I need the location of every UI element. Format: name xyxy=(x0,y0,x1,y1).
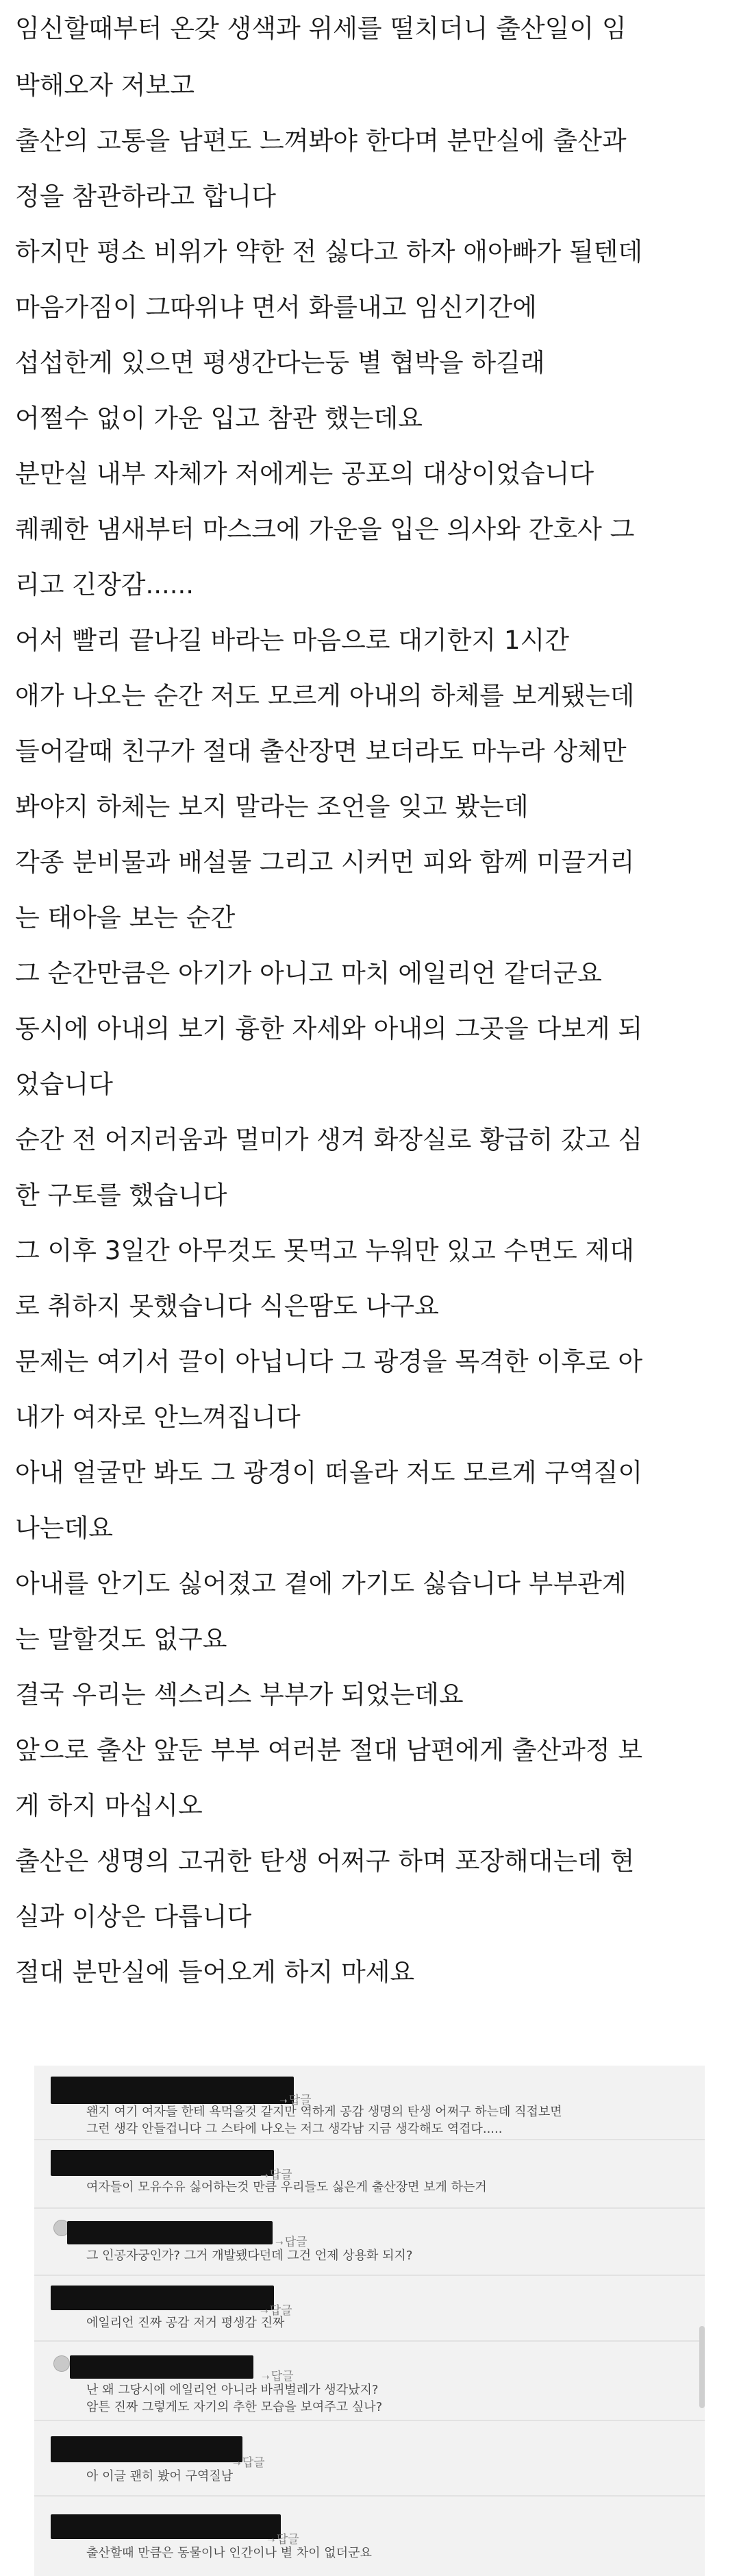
post-text-line: 로 취하지 못했습니다 식은땀도 나구요 xyxy=(15,1291,439,1321)
comment-line: 왠지 여기 여자들 한테 욕먹을것 같지만 역하게 공감 생명의 탄생 어쩌구 하는데 직접보면 xyxy=(86,2105,562,2119)
comment-item xyxy=(34,2420,705,2497)
comment-line: 출산할때 만큼은 동물이나 인간이나 별 차이 없더군요 xyxy=(86,2546,372,2560)
post-text-line: 게 하지 마십시오 xyxy=(15,1791,203,1820)
post-text-line: 한 구토를 했습니다 xyxy=(15,1180,227,1210)
post-text-line: 들어갈때 친구가 절대 출산장면 보더라도 마누라 상체만 xyxy=(15,736,627,766)
comment-text xyxy=(86,2314,284,2331)
post-text-line: 하지만 평소 비위가 약한 전 싫다고 하자 애아빠가 될텐데 xyxy=(15,237,643,267)
post-text-line: 아내를 안기도 싫어졌고 곁에 가기도 싫습니다 부부관계 xyxy=(15,1569,627,1598)
post-text-line: 출산의 고통을 남편도 느껴봐야 한다며 분만실에 출산과 xyxy=(15,126,627,156)
reply-arrow-icon: ➝ xyxy=(267,2535,275,2546)
reply-label: 답글 xyxy=(269,2304,292,2318)
comment-line: 암튼 진짜 그렇게도 자기의 추한 모습을 보여주고 싶나? xyxy=(86,2400,383,2414)
reply-label: 답글 xyxy=(269,2168,292,2182)
post-text-line: 리고 긴장감...... xyxy=(15,570,195,599)
post-text-line: 그 순간만큼은 아기가 아니고 마치 에일리언 같더군요 xyxy=(15,958,602,988)
post-text-line: 문제는 여기서 끌이 아닙니다 그 광경을 목격한 이후로 아 xyxy=(15,1347,643,1376)
post-text-line: 그 이후 3일간 아무것도 못먹고 누워만 있고 수면도 제대 xyxy=(15,1236,634,1265)
comment-text xyxy=(86,2381,382,2416)
post-text-line: 출산은 생명의 고귀한 탄생 어쩌구 하며 포장해대는데 현 xyxy=(15,1846,635,1876)
reply-arrow-icon: ➝ xyxy=(233,2458,241,2469)
post-text-line: 나는데요 xyxy=(15,1513,113,1543)
post-text-line: 내가 여자로 안느껴집니다 xyxy=(15,1402,301,1432)
post-text-line: 각종 분비물과 배설물 그리고 시커먼 피와 함께 미끌거리 xyxy=(15,847,635,877)
post-text-line: 동시에 아내의 보기 흉한 자세와 아내의 그곳을 다보게 되 xyxy=(15,1014,643,1043)
comment-text xyxy=(86,2179,487,2196)
redacted-username xyxy=(67,2221,273,2244)
post-text-line: 는 말할것도 없구요 xyxy=(15,1624,227,1654)
post-text-line: 박해오자 저보고 xyxy=(15,71,195,100)
post-text-line: 절대 분만실에 들어오게 하지 마세요 xyxy=(15,1957,415,1987)
post-text-line: 어서 빨리 끝나길 바라는 마음으로 대기한지 1시간 xyxy=(15,626,569,655)
reply-arrow-icon: ➝ xyxy=(260,2306,268,2317)
redacted-username xyxy=(51,2514,281,2539)
reply-arrow-icon: ➝ xyxy=(260,2170,268,2181)
comment-item xyxy=(34,2207,705,2276)
comment-item xyxy=(34,2340,705,2421)
reply-label: 답글 xyxy=(288,2094,312,2107)
post-text-line: 앞으로 출산 앞둔 부부 여러분 절대 남편에게 출산과정 보 xyxy=(15,1735,643,1765)
reply-label: 답글 xyxy=(276,2533,299,2547)
scrollbar[interactable] xyxy=(699,2326,705,2408)
reply-arrow-icon: ➝ xyxy=(262,2372,270,2383)
redacted-username xyxy=(51,2436,242,2462)
comment-line: 여자들이 모유수유 싫어하는것 만큼 우리들도 싫은게 출산장면 보게 하는거 xyxy=(86,2180,487,2194)
comment-item xyxy=(34,2275,705,2342)
redacted-username xyxy=(51,2286,274,2310)
post-text-line: 퀘퀘한 냄새부터 마스크에 가운을 입은 의사와 간호사 그 xyxy=(15,515,635,544)
comment-line: 아 이글 괜히 봤어 구역질남 xyxy=(86,2469,234,2484)
comment-item xyxy=(34,2139,705,2209)
post-text-line: 정을 참관하라고 합니다 xyxy=(15,182,276,211)
post-text-line: 실과 이상은 다릅니다 xyxy=(15,1902,252,1931)
comment-section xyxy=(34,2066,705,2576)
comment-line: 그런 생각 안들겁니다 그 스타에 나오는 저그 생각남 지금 생각해도 역겹다..... xyxy=(86,2122,503,2136)
comment-item xyxy=(34,2066,705,2140)
post-text-line: 아내 얼굴만 봐도 그 광경이 떠올라 저도 모르게 구역질이 xyxy=(15,1458,643,1487)
post-text-line: 결국 우리는 섹스리스 부부가 되었는데요 xyxy=(15,1680,464,1709)
comment-item xyxy=(34,2495,705,2576)
reply-label: 답글 xyxy=(242,2456,265,2470)
reply-label: 답글 xyxy=(284,2236,308,2249)
reply-link[interactable] xyxy=(233,2453,265,2470)
comment-line: 난 왜 그당시에 에일리언 아니라 바퀴벌레가 생각났지? xyxy=(86,2383,379,2397)
redacted-username xyxy=(51,2077,294,2104)
redacted-username xyxy=(51,2150,274,2176)
post-text-line: 마음가짐이 그따위냐 면서 화를내고 임신기간에 xyxy=(15,293,537,322)
post-text-line: 었습니다 xyxy=(15,1069,113,1099)
post-text-line: 애가 나오는 순간 저도 모르게 아내의 하체를 보게됐는데 xyxy=(15,681,635,710)
comment-text xyxy=(86,2544,372,2562)
post-text-line: 분만실 내부 자체가 저에게는 공포의 대상이었습니다 xyxy=(15,459,594,488)
redacted-username xyxy=(70,2355,253,2379)
comment-text xyxy=(86,2247,412,2264)
post-text-line: 섭섭한게 있으면 평생간다는둥 별 협박을 하길래 xyxy=(15,348,545,377)
post-text-line: 임신할때부터 온갖 생색과 위세를 떨치더니 출산일이 임 xyxy=(15,14,627,43)
comment-text xyxy=(86,2103,562,2138)
post-text-line: 봐야지 하체는 보지 말라는 조언을 잊고 봤는데 xyxy=(15,792,529,821)
reply-arrow-icon: ➝ xyxy=(275,2238,284,2249)
comment-line: 그 인공자궁인가? 그거 개발됐다던데 그건 언제 상용화 되지? xyxy=(86,2249,413,2263)
post-text-line: 순간 전 어지러움과 멀미가 생겨 화장실로 황급히 갔고 심 xyxy=(15,1125,643,1154)
reply-label: 답글 xyxy=(271,2370,294,2383)
comment-line: 에일리언 진짜 공감 저거 평생감 진짜 xyxy=(86,2316,285,2330)
post-text-line: 어쩔수 없이 가운 입고 참관 했는데요 xyxy=(15,404,423,433)
post-text-line: 는 태아을 보는 순간 xyxy=(15,903,236,932)
avatar xyxy=(53,2355,70,2372)
comment-text xyxy=(86,2468,233,2485)
reply-arrow-icon: ➝ xyxy=(279,2096,288,2107)
